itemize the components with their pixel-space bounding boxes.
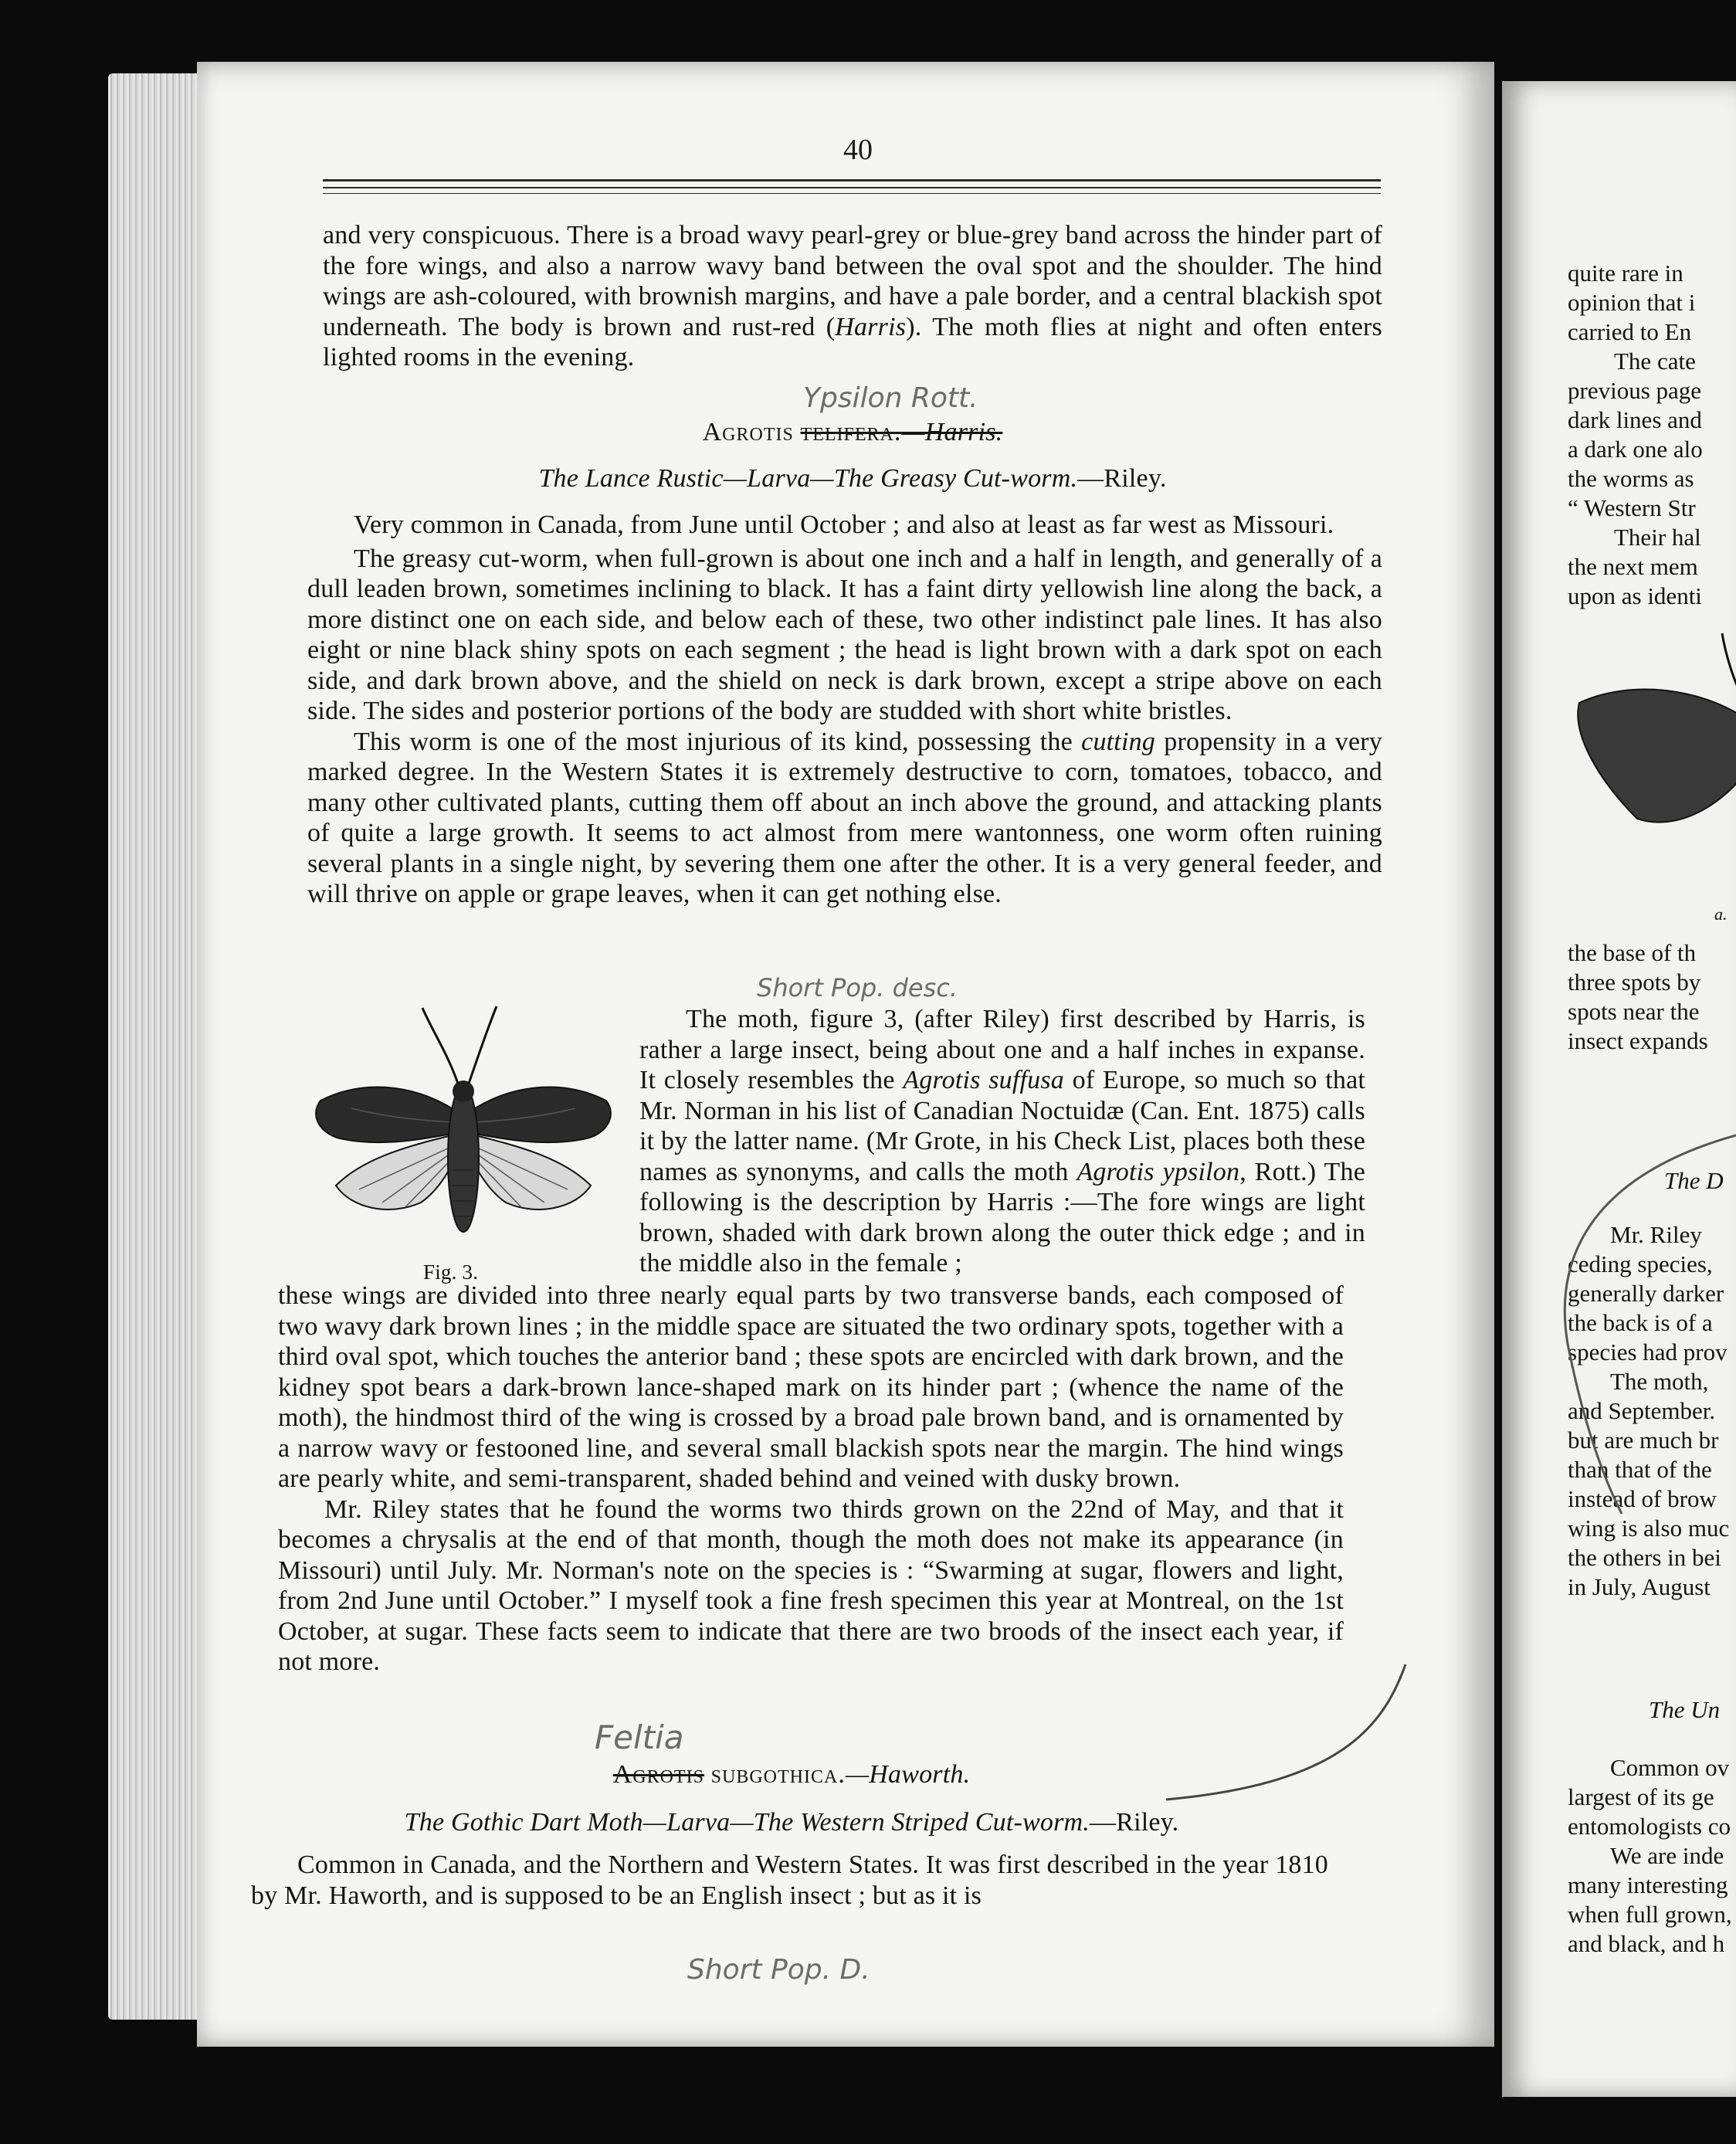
right-figure-label: a. xyxy=(1714,904,1728,924)
right-page-text-mid: the base of th three spots by spots near the insect expands xyxy=(1568,939,1708,1054)
header-rule xyxy=(323,179,1381,181)
handwritten-note-short: Short Pop. desc. xyxy=(757,973,958,1002)
moth-figure-right xyxy=(1568,618,1736,873)
pencil-arc xyxy=(1506,1128,1736,1776)
header-rule xyxy=(323,187,1381,188)
species-heading-subgothica: Agrotis subgothica.—Haworth. xyxy=(612,1760,971,1789)
paragraph-top: and very conspicuous. There is a broad wavy pearl-grey or blue-grey band across the hinder part of the fore wings, and also a narrow wavy band between the oval spot and the shoulder. The hind wings are ash-coloured, with brownish margins, and have a pale border, and a central blackish spot underneath. The body is brown and rust-red (Harris). The moth flies at night and often enters lighted rooms in the evening. xyxy=(323,221,1382,371)
right-page-subtitle-2: The Un xyxy=(1649,1696,1721,1723)
section1-body: Very common in Canada, from June until October ; and also at least as far west as Missouri. The greasy cut-worm, when full-grown is about one inch and a half in length, and generally of a dull leaden brown, sometimes inclining to black. It has a faint dirty yellowish line along the back, a more distinct one on each side, and below each of these, two other indistinct pale lines. It has also eight or nine black shiny spots on each segment ; the head is light brown with a dark spot on each side, and dark brown above, and the shield on neck is dark brown, except a stripe above on each side. The sides and posterior portions of the body are studded with short white bristles. This worm is one of the most injurious of its kind, possessing the cutting propensity in a very marked degree. In the Western States it is extremely destructive to corn, tomatoes, tobacco, and many other cultivated plants, cutting them off about an inch above the ground, and attacking plants of quite a large growth. It seems to act almost from mere wantonness, one worm often ruining several plants in a single night, by severing them one after the other. It is a very general feeder, and will thrive on apple or grape leaves, when it can get nothing else. xyxy=(307,511,1383,908)
species-subtitle-2: The Gothic Dart Moth—Larva—The Western Striped Cut-worm.—Riley. xyxy=(404,1808,1179,1837)
species-heading-agrotis: Agrotis telifera.—Harris. xyxy=(702,418,1003,446)
page-number: 40 xyxy=(843,134,873,166)
handwritten-note-bottom: Short Pop. D. xyxy=(687,1954,870,1986)
section1-moth-description: The moth, figure 3, (after Riley) first described by Harris, is rather a large insect, being about one and a half inches in expanse. It closely resembles the Agrotis suffusa of Europe, so much so that Mr. Norman in his list of Canadian Noctuidæ (Can. Ent. 1875) calls it by the latter name. (Mr Grote, in his Check List, places both these names as synonyms, and calls the moth Agrotis ypsilon, Rott.) The following is the description by Harris :—The fore wings are light brown, shaded with dark brown along the outer thick edge ; and in the middle also in the female ; xyxy=(639,1005,1365,1277)
handwritten-note-ypsilon: Ypsilon Rott. xyxy=(803,382,978,414)
handwritten-note-feltia: Feltia xyxy=(595,1718,684,1756)
right-page-text-bottom: Common ov largest of its ge entomologists co We are inde many interesting when full grown, and black, and h xyxy=(1568,1754,1732,1957)
pencil-mark xyxy=(1158,1661,1413,1807)
right-page-text-mid2: Mr. Riley ceding species, generally darker the back is of a species had prov The moth, and September. but are much br than that of the instead of brow wing is also muc the others in bei in July, August xyxy=(1568,1221,1730,1600)
section2-body: Common in Canada, and the Northern and Western States. It was first described in the year 1810 by Mr. Haworth, and is supposed to be an English insect ; but as it is xyxy=(251,1851,1328,1910)
header-rule xyxy=(323,193,1381,194)
figure-caption: Fig. 3. xyxy=(423,1260,479,1284)
moth-figure-3 xyxy=(290,1000,637,1255)
section1-moth-description-cont: these wings are divided into three nearly equal parts by two transverse bands, each composed of two wavy dark brown lines ; in the middle space are situated the two ordinary spots, together with a third oval spot, which touches the anterior band ; these spots are encircled with dark brown, and the kidney spot bears a dark-brown lance-shaped mark on its hinder part ; (whence the name of the moth), the hindmost third of the wing is crossed by a broad pale brown band, and is ornamented by a narrow wavy or festooned line, and several small blackish spots near the margin. The hind wings are pearly white, and semi-transparent, shaded behind and veined with dusky brown. Mr. Riley states that he found the worms two thirds grown on the 22nd of May, and that it becomes a chrysalis at the end of that month, though the moth does not make its appearance (in Missouri) until July. Mr. Norman's note on the species is : “Swarming at sugar, flowers and light, from 2nd June until October.” I myself took a fine fresh specimen this year at Montreal, on the 1st October, at sugar. These facts seem to indicate that there are two broods of the insect each year, if not more. xyxy=(278,1281,1344,1676)
species-subtitle: The Lance Rustic—Larva—The Greasy Cut-worm.—Riley. xyxy=(538,464,1167,493)
right-page-text-top: quite rare in opinion that i carried to En The cate previous page dark lines and a dark one alo the worms as “ Western Str Their hal the next mem upon as identi xyxy=(1568,260,1703,609)
right-page-subtitle-1: The D xyxy=(1664,1167,1724,1194)
